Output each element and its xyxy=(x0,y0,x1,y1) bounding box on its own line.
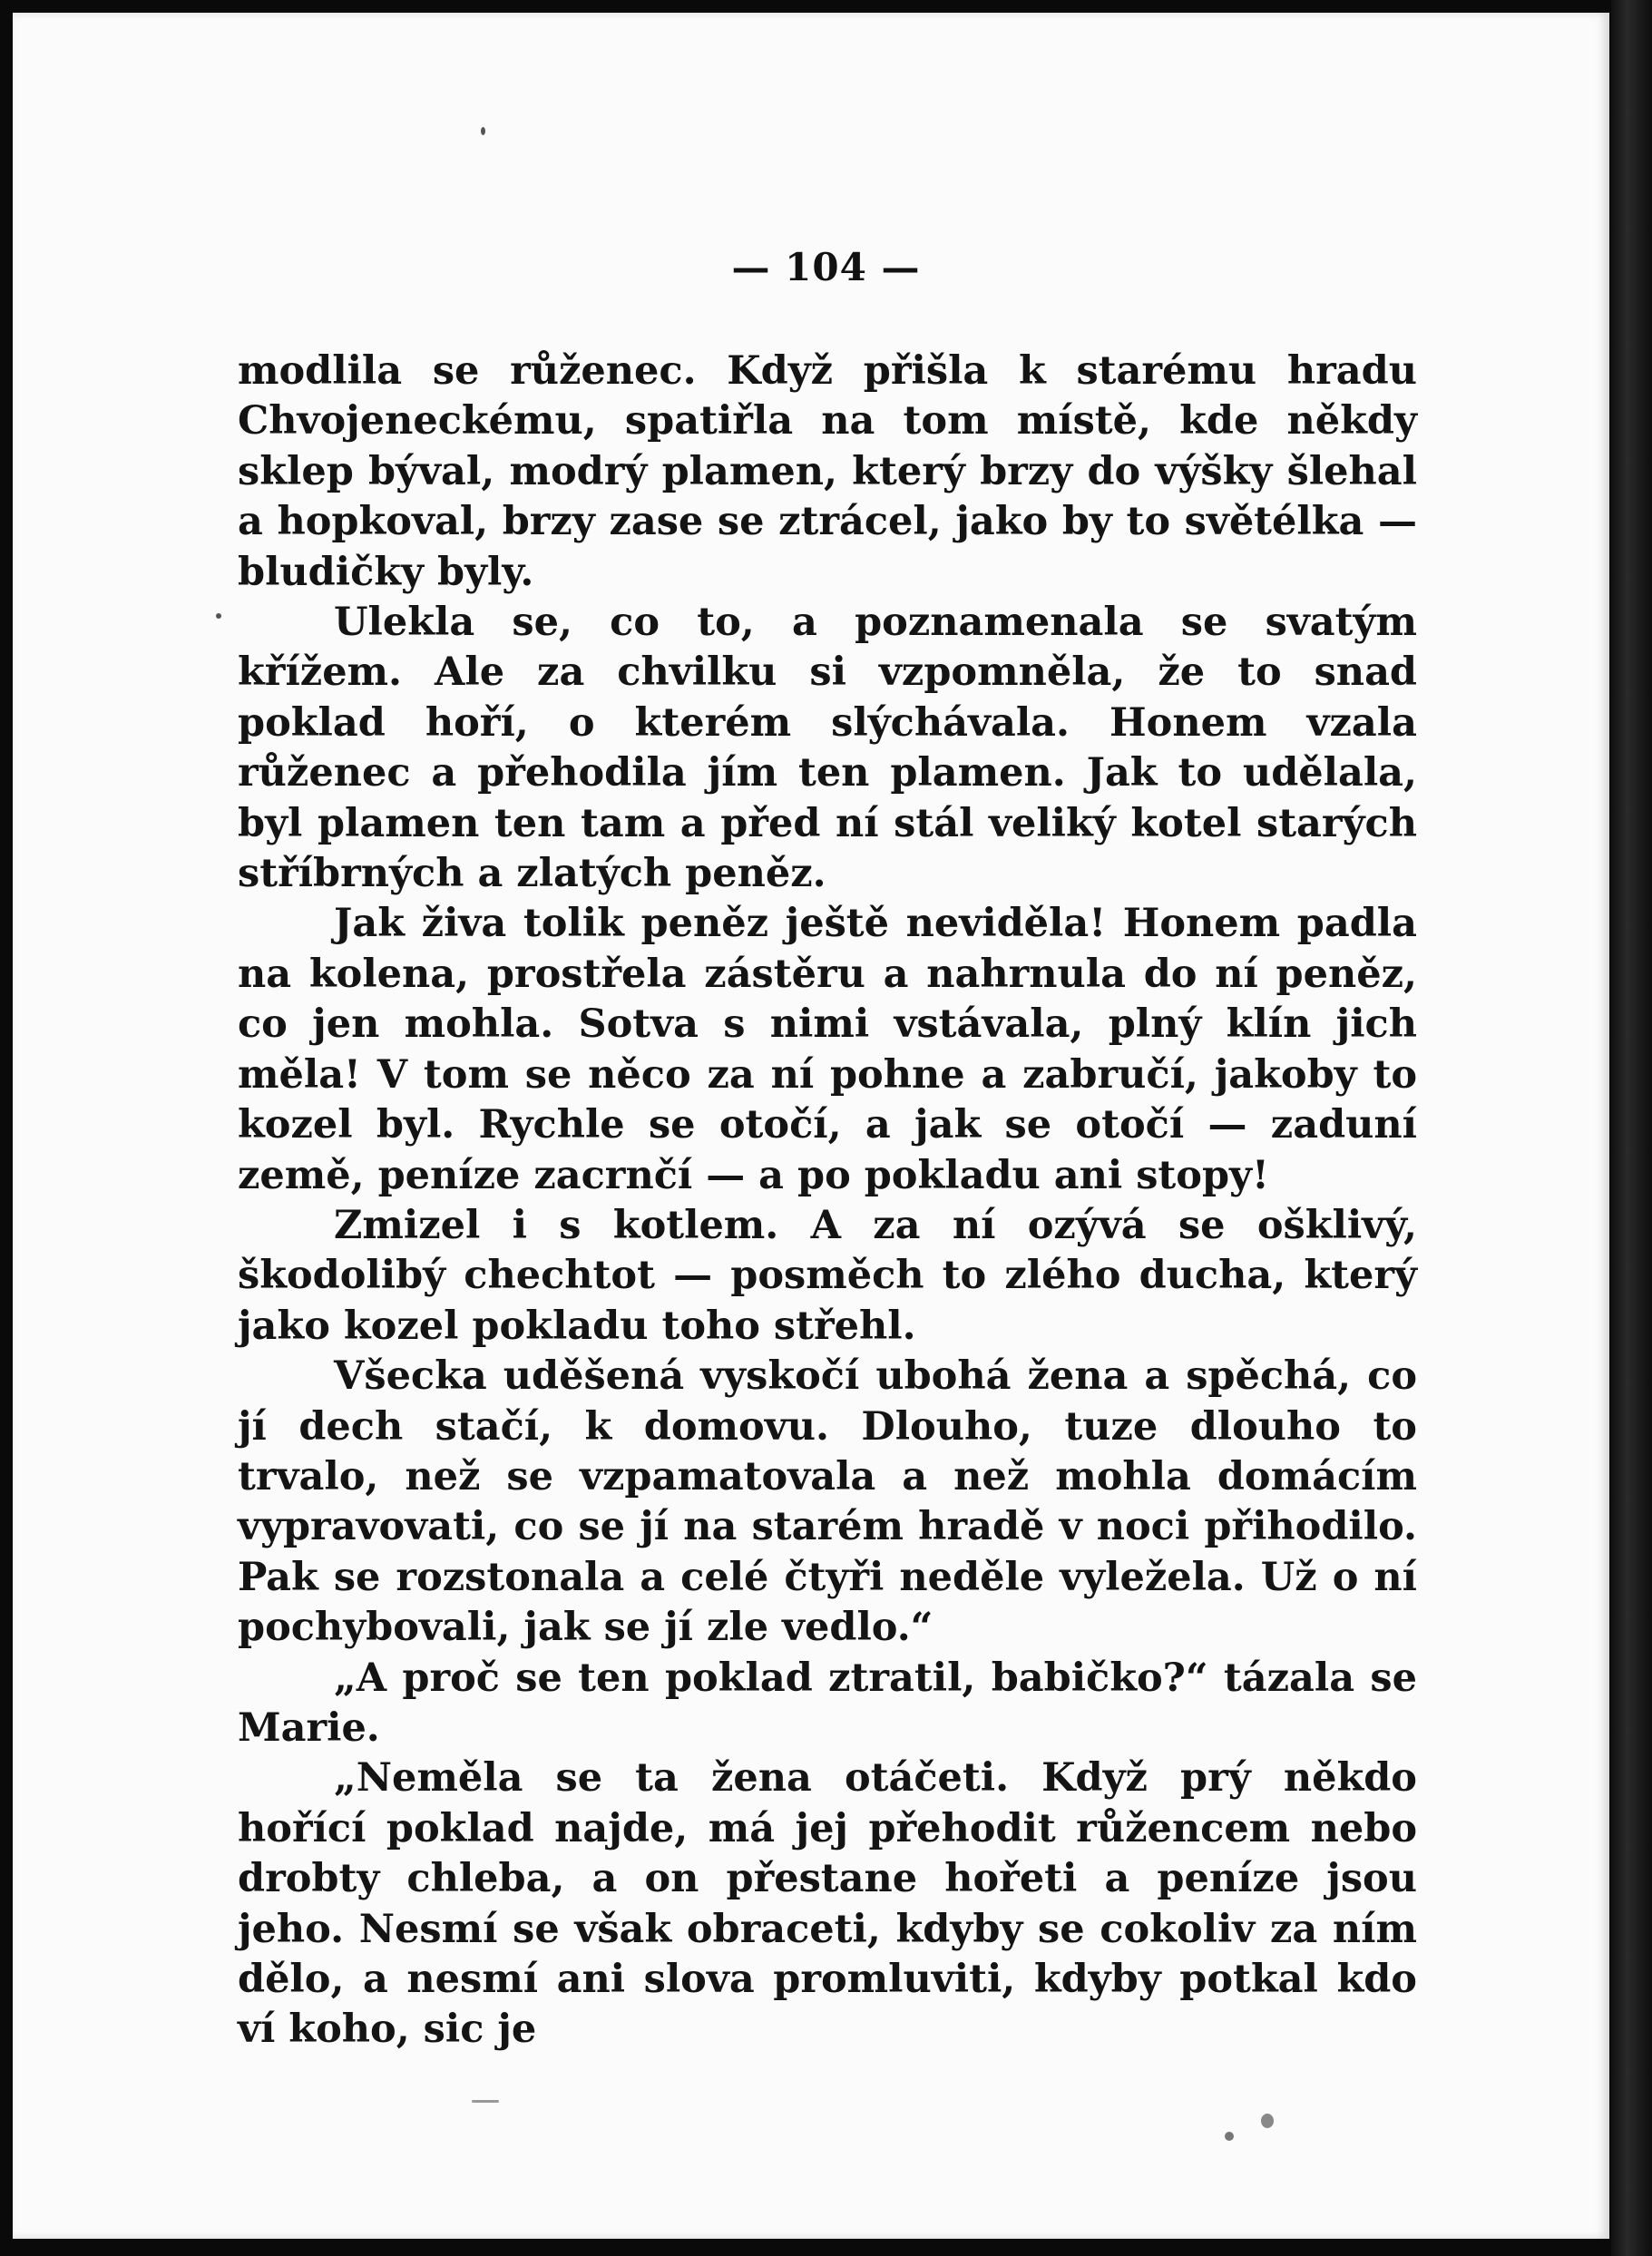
book-edge xyxy=(1611,0,1652,2256)
paragraph-5: Všecka uděšená vyskočí ubohá žena a spěchá, co jí dech stačí, k domovu. Dlouho, tuze dlouho to trvalo, než se vzpamatovala a než mohla domácím vypravovati, co se jí na starém hradě v noci přihodilo. Pak se rozstonala a celé čtyři neděle vyležela. Už o ní pochybovali, jak se jí zle vedlo.“ xyxy=(238,1353,1417,1651)
paragraph-6: „A proč se ten poklad ztratil, babičko?“ tázala se Marie. xyxy=(238,1655,1417,1751)
paragraph-7: „Neměla se ta žena otáčeti. Když prý někdo hořící poklad najde, má jej přehodit růžencem nebo drobty chleba, a on přestane hořeti a peníze jsou jeho. Nesmí se však obraceti, kdyby se cokoliv za ním dělo, a nesmí ani slova promluviti, kdyby potkal kdo ví koho, sic je xyxy=(238,1755,1417,2053)
body-text xyxy=(238,347,1417,2056)
scan-speck xyxy=(481,127,485,135)
paragraph-4: Zmizel i s kotlem. A za ní ozývá se ošklivý, škodolibý chechtot — posměch to zlého ducha, který jako kozel pokladu toho střehl. xyxy=(238,1202,1417,1349)
paragraph-1: modlila se růženec. Když přišla k starému hradu Chvojeneckému, spatiřla na tom místě, kde někdy sklep býval, modrý plamen, který brzy do výšky šlehal a hopkoval, brzy zase se ztrácel, jako by to světélka — bludičky byly. xyxy=(238,348,1417,595)
paragraph-2: Ulekla se, co to, a poznamenala se svatým křížem. Ale za chvilku si vzpomněla, že to snad poklad hoří, o kterém slýchávala. Honem vzala růženec a přehodila jím ten plamen. Jak to udělala, byl plamen ten tam a před ní stál veliký kotel starých stříbrných a zlatých peněz. xyxy=(238,600,1417,897)
scan-speck xyxy=(1225,2132,1234,2141)
page-number: — 104 — xyxy=(731,245,921,289)
scan-speck xyxy=(1261,2114,1274,2128)
scan-speck xyxy=(472,2100,499,2103)
scan-speck xyxy=(216,613,221,619)
paragraph-3: Jak živa tolik peněz ještě neviděla! Honem padla na kolena, prostřela zástěru a nahrnula do ní peněz, co jen mohla. Sotva s nimi vstávala, plný klín jich měla! V tom se něco za ní pohne a zabručí, jakoby to kozel byl. Rychle se otočí, a jak se otočí — zaduní země, peníze zacrnčí — a po pokladu ani stopy! xyxy=(238,901,1417,1198)
